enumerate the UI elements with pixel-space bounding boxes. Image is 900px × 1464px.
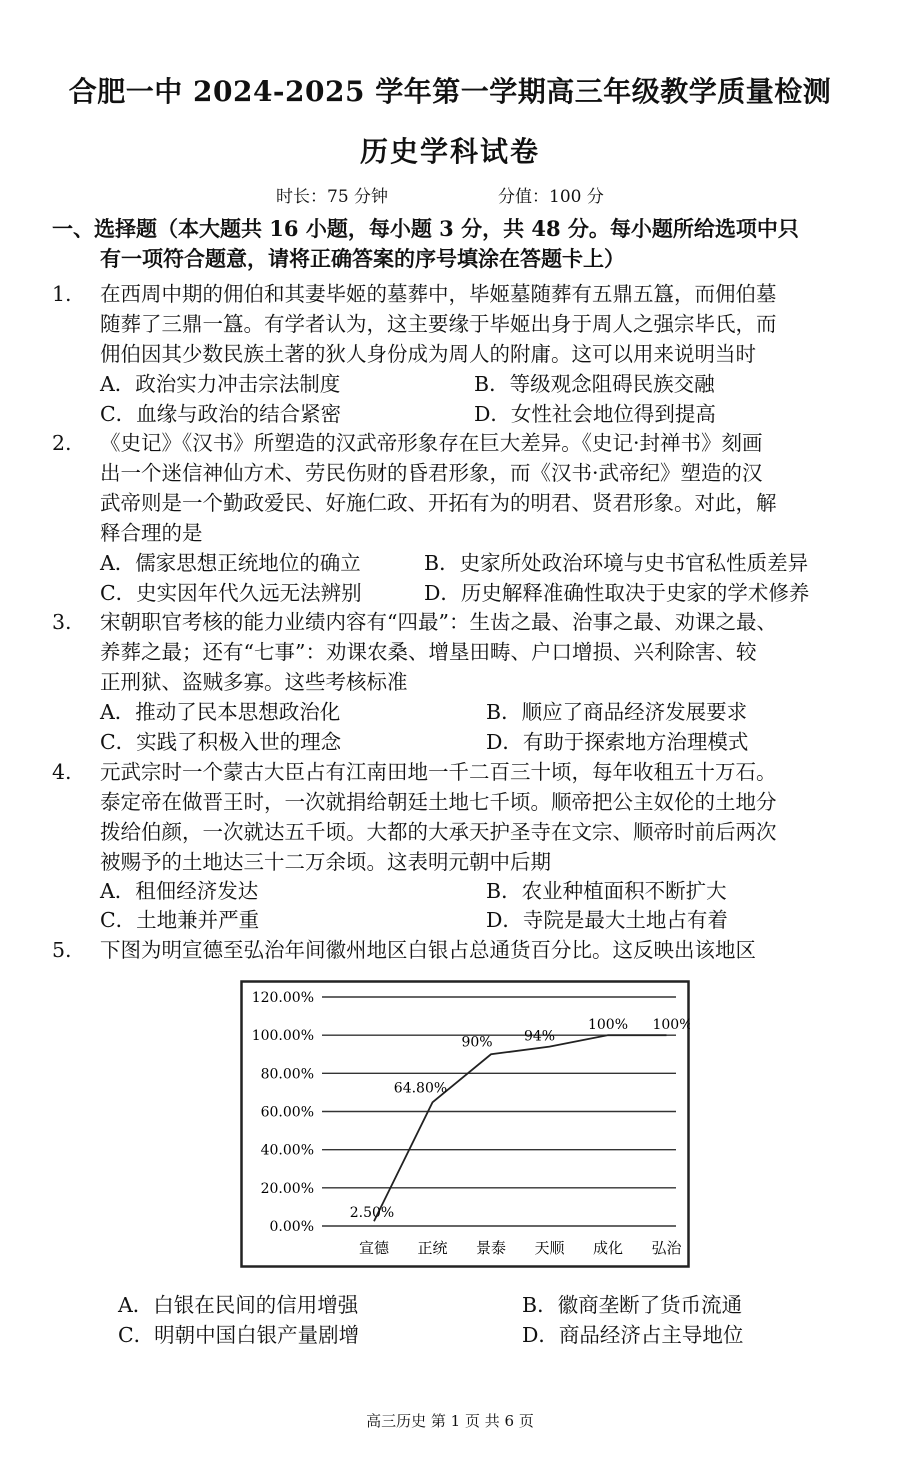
option-a[interactable]: A．租佃经济发达 xyxy=(100,879,259,903)
option-d[interactable]: D．有助于探索地方治理模式 xyxy=(486,730,749,754)
exam-subtitle: 历史学科试卷 xyxy=(359,135,540,168)
question-line: 正刑狱、盗贼多寡。这些考核标准 xyxy=(100,670,408,694)
y-tick-label: 100.00% xyxy=(251,1028,314,1045)
option-b[interactable]: B．顺应了商品经济发展要求 xyxy=(486,700,748,724)
y-tick-label: 120.00% xyxy=(251,990,314,1006)
option-d[interactable]: D．寺院是最大土地占有着 xyxy=(486,908,728,932)
option-b[interactable]: B．农业种植面积不断扩大 xyxy=(486,879,727,903)
option-b[interactable]: B．等级观念阻碍民族交融 xyxy=(474,372,715,396)
question-line: 《史记》《汉书》所塑造的汉武帝形象存在巨大差异。《史记·封禅书》刻画 xyxy=(100,431,763,455)
data-label: 100% xyxy=(652,1017,690,1034)
question-line: 随葬了三鼎一簋。有学者认为，这主要缘于毕姬出身于周人之强宗毕氏，而 xyxy=(100,312,777,336)
y-tick-label: 80.00% xyxy=(260,1066,314,1083)
option-a[interactable]: A．政治实力冲击宗法制度 xyxy=(100,372,341,396)
section-heading-line1: 一、选择题（本大题共 16 小题，每小题 3 分，共 48 分。每小题所给选项中只 xyxy=(52,216,799,241)
question-line: 元武宗时一个蒙古大臣占有江南田地一千二百三十顷，每年收租五十万石。 xyxy=(100,760,777,784)
option-a[interactable]: A．推动了民本思想政治化 xyxy=(100,700,341,724)
question-3 xyxy=(52,607,852,697)
y-tick-label: 60.00% xyxy=(260,1104,314,1121)
question-number: 3. xyxy=(52,610,72,634)
question-line: 下图为明宣德至弘治年间徽州地区白银占总通货百分比。这反映出该地区 xyxy=(100,938,756,962)
silver-chart xyxy=(240,980,690,1268)
data-label: 64.80% xyxy=(393,1080,448,1097)
data-label: 100% xyxy=(587,1017,629,1034)
question-number: 4. xyxy=(52,760,72,784)
question-2 xyxy=(52,428,852,548)
question-number: 2. xyxy=(52,431,72,455)
option-b[interactable]: B．徽商垄断了货币流通 xyxy=(522,1293,743,1317)
question-line: 被赐予的土地达三十二万余顷。这表明元朝中后期 xyxy=(100,850,551,874)
chart-svg xyxy=(240,980,690,1268)
option-d[interactable]: D．女性社会地位得到提高 xyxy=(474,402,716,426)
exam-title: 合肥一中 2024-2025 学年第一学期高三年级教学质量检测 xyxy=(68,75,832,108)
option-a[interactable]: A．白银在民间的信用增强 xyxy=(118,1293,359,1317)
option-c[interactable]: C．土地兼并严重 xyxy=(100,908,260,932)
question-5 xyxy=(52,935,852,965)
data-label: 2.50% xyxy=(349,1205,395,1222)
question-line: 佣伯因其少数民族土著的狄人身份成为周人的附庸。这可以用来说明当时 xyxy=(100,342,756,366)
option-c[interactable]: C．史实因年代久远无法辨别 xyxy=(100,581,362,605)
question-line: 养葬之最；还有“七事”：劝课农桑、增垦田畴、户口增损、兴利除害、较 xyxy=(100,640,757,664)
question-line: 泰定帝在做晋王时，一次就捐给朝廷土地七千顷。顺帝把公主奴伦的土地分 xyxy=(100,790,777,814)
option-c[interactable]: C．明朝中国白银产量剧增 xyxy=(118,1323,360,1347)
question-line: 武帝则是一个勤政爱民、好施仁政、开拓有为的明君、贤君形象。对此，解 xyxy=(100,491,777,515)
question-number: 1. xyxy=(52,282,72,306)
option-c[interactable]: C．血缘与政治的结合紧密 xyxy=(100,402,342,426)
question-4 xyxy=(52,757,852,877)
page-footer: 高三历史 第 1 页 共 6 页 xyxy=(366,1412,534,1430)
x-tick-label: 成化 xyxy=(592,1239,624,1257)
section-heading-line2: 有一项符合题意，请将正确答案的序号填涂在答题卡上） xyxy=(100,246,625,271)
duration-text: 时长：75 分钟 xyxy=(276,187,389,207)
x-tick-label: 景泰 xyxy=(475,1239,507,1257)
y-tick-label: 20.00% xyxy=(260,1180,314,1197)
score-text: 分值：100 分 xyxy=(498,187,604,207)
y-tick-label: 0.00% xyxy=(269,1219,314,1235)
data-label: 94% xyxy=(523,1028,556,1045)
series-line xyxy=(374,1035,667,1221)
question-line: 出一个迷信神仙方术、劳民伤财的昏君形象，而《汉书·武帝纪》塑造的汉 xyxy=(100,461,763,485)
x-tick-label: 宣德 xyxy=(358,1239,390,1257)
x-tick-label: 天顺 xyxy=(534,1239,565,1257)
question-line: 在西周中期的佣伯和其妻毕姬的墓葬中，毕姬墓随葬有五鼎五簋，而佣伯墓 xyxy=(100,282,777,306)
question-1 xyxy=(52,279,852,369)
option-a[interactable]: A．儒家思想正统地位的确立 xyxy=(100,551,361,575)
x-tick-label: 弘治 xyxy=(651,1239,682,1257)
x-tick-label: 正统 xyxy=(417,1239,448,1257)
option-d[interactable]: D．历史解释准确性取决于史家的学术修养 xyxy=(424,581,810,605)
question-number: 5. xyxy=(52,938,72,962)
y-tick-label: 40.00% xyxy=(260,1142,314,1159)
data-label: 90% xyxy=(461,1034,493,1051)
question-line: 宋朝职官考核的能力业绩内容有“四最”：生齿之最、治事之最、劝课之最、 xyxy=(100,610,777,634)
option-b[interactable]: B．史家所处政治环境与史书官私性质差异 xyxy=(424,551,809,575)
question-line: 拨给伯颜，一次就达五千顷。大都的大承天护圣寺在文宗、顺帝时前后两次 xyxy=(100,820,777,844)
option-d[interactable]: D．商品经济占主导地位 xyxy=(522,1323,744,1347)
question-line: 释合理的是 xyxy=(100,521,203,545)
option-c[interactable]: C．实践了积极入世的理念 xyxy=(100,730,342,754)
